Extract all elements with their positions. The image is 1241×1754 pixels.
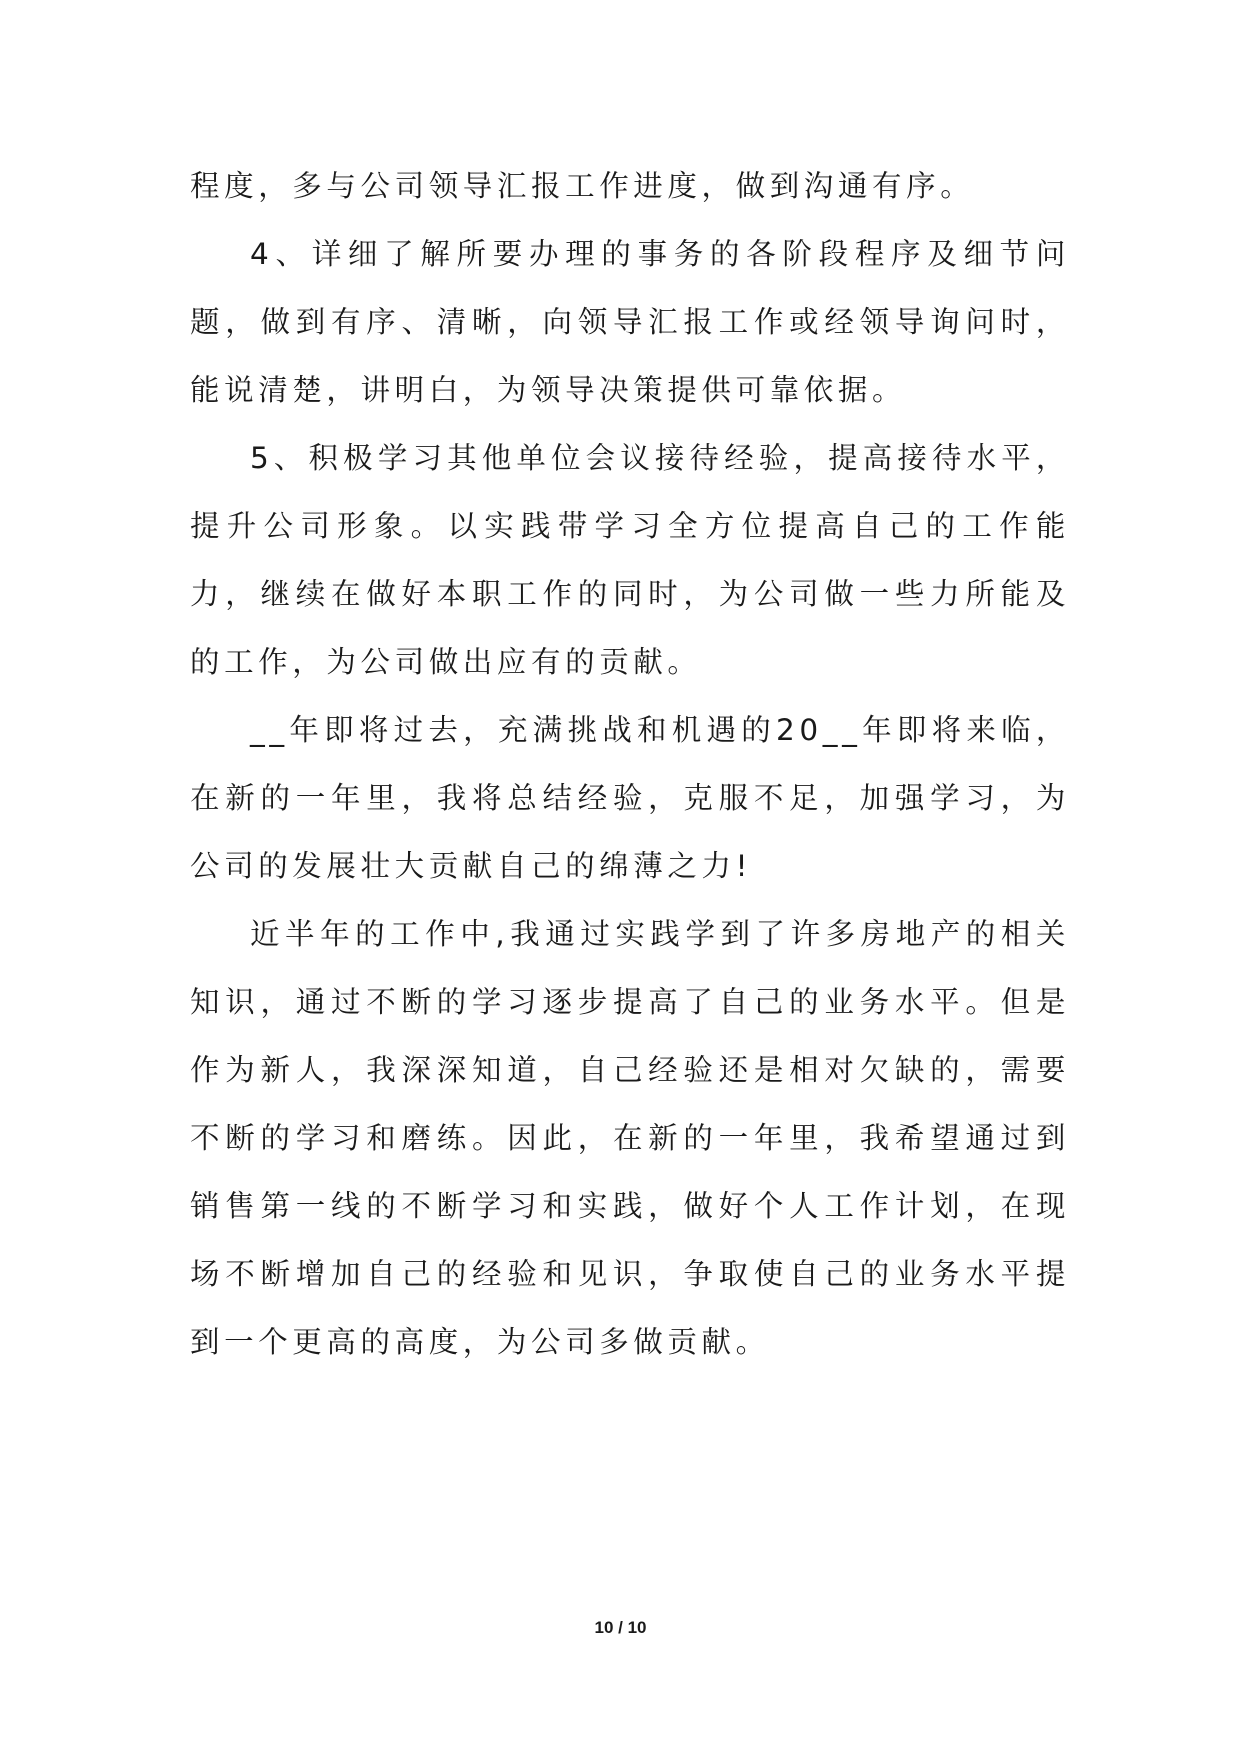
paragraph-4: __年即将过去，充满挑战和机遇的20__年即将来临，在新的一年里，我将总结经验，克服不足，加强学习，为公司的发展壮大贡献自己的绵薄之力! — [190, 713, 1070, 883]
paragraph-5: 近半年的工作中,我通过实践学到了许多房地产的相关知识，通过不断的学习逐步提高了自己的业务水平。但是作为新人，我深深知道，自己经验还是相对欠缺的，需要不断的学习和磨练。因此，在新的一年里，我希望通过到销售第一线的不断学习和实践，做好个人工作计划，在现场不断增加自己的经验和见识，争取使自己的业务水平提到一个更高的高度，为公司多做贡献。 — [190, 917, 1070, 1359]
paragraph-2: 4、详细了解所要办理的事务的各阶段程序及细节问题，做到有序、清晰，向领导汇报工作或经领导询问时，能说清楚，讲明白，为领导决策提供可靠依据。 — [190, 237, 1070, 407]
document-body — [190, 152, 1070, 1376]
page-number: 10 / 10 — [594, 1618, 647, 1637]
paragraph-3: 5、积极学习其他单位会议接待经验，提高接待水平，提升公司形象。以实践带学习全方位提高自己的工作能力，继续在做好本职工作的同时，为公司做一些力所能及的工作，为公司做出应有的贡献。 — [190, 441, 1070, 679]
paragraph-1: 程度，多与公司领导汇报工作进度，做到沟通有序。 — [190, 169, 975, 203]
